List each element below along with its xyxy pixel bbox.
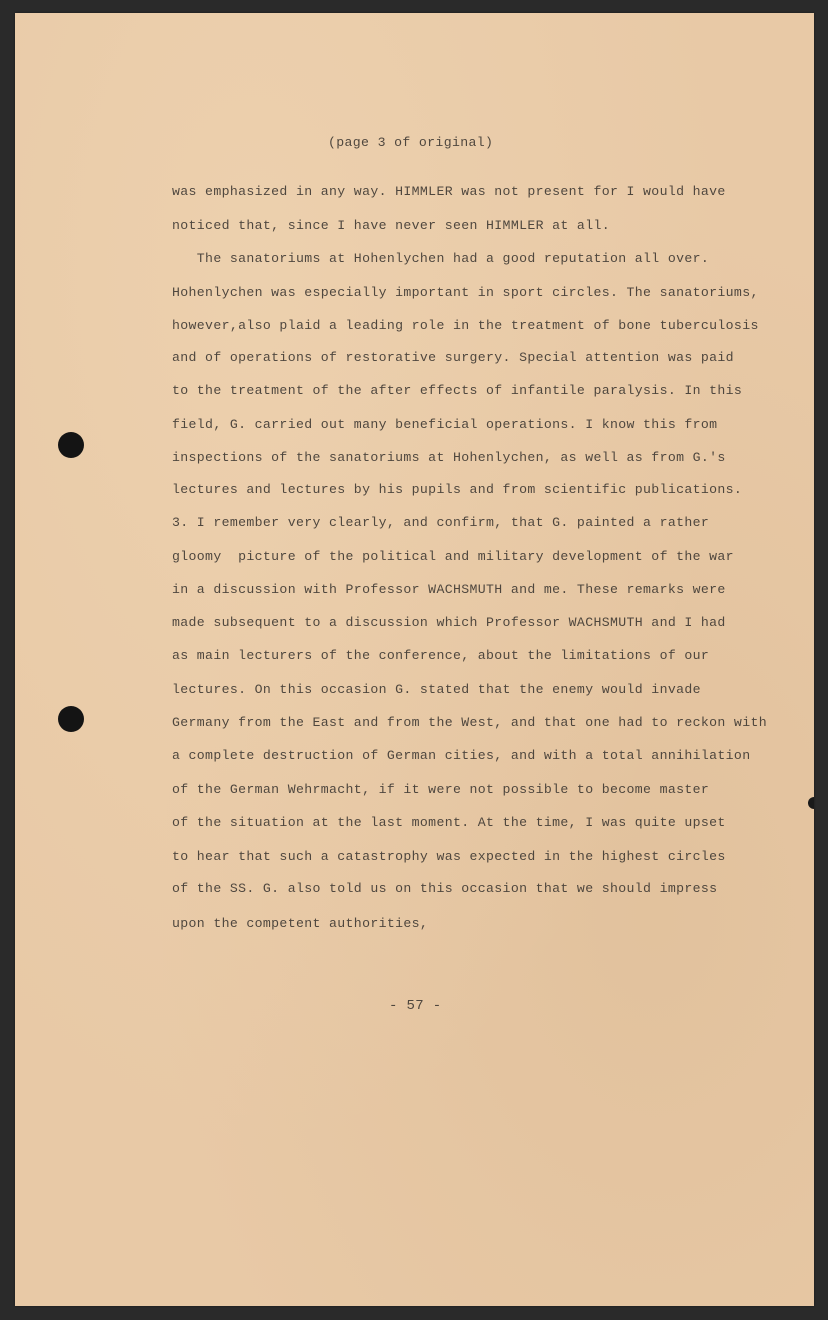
text-line: lectures. On this occasion G. stated that the enemy would invade	[172, 682, 701, 697]
punch-hole-top	[58, 432, 84, 458]
text-line: in a discussion with Professor WACHSMUTH and me. These remarks were	[172, 582, 726, 597]
edge-mark	[808, 797, 814, 809]
text-line: The sanatoriums at Hohenlychen had a good reputation all over.	[172, 251, 710, 266]
text-line: of the German Wehrmacht, if it were not possible to become master	[172, 782, 710, 797]
text-line: noticed that, since I have never seen HIMMLER at all.	[172, 218, 610, 233]
text-line: of the SS. G. also told us on this occasion that we should impress	[172, 881, 718, 896]
text-line: and of operations of restorative surgery. Special attention was paid	[172, 350, 734, 365]
page-number: - 57 -	[389, 998, 442, 1014]
text-line: Germany from the East and from the West, and that one had to reckon with	[172, 715, 767, 730]
text-line: to hear that such a catastrophy was expected in the highest circles	[172, 849, 726, 864]
text-line: however,also plaid a leading role in the treatment of bone tuberculosis	[172, 318, 759, 333]
punch-hole-bottom	[58, 706, 84, 732]
text-line: was emphasized in any way. HIMMLER was not present for I would have	[172, 184, 726, 199]
text-line: 3. I remember very clearly, and confirm, that G. painted a rather	[172, 515, 710, 530]
text-line: to the treatment of the after effects of infantile paralysis. In this	[172, 383, 743, 398]
text-line: inspections of the sanatoriums at Hohenlychen, as well as from G.'s	[172, 450, 726, 465]
text-line: as main lecturers of the conference, about the limitations of our	[172, 648, 710, 663]
text-line: of the situation at the last moment. At the time, I was quite upset	[172, 815, 726, 830]
text-line: gloomy picture of the political and military development of the war	[172, 549, 734, 564]
text-line: a complete destruction of German cities, and with a total annihilation	[172, 748, 751, 763]
text-line: upon the competent authorities,	[172, 916, 429, 931]
text-line: field, G. carried out many beneficial operations. I know this from	[172, 417, 718, 432]
page-header: (page 3 of original)	[328, 135, 494, 150]
text-line: made subsequent to a discussion which Professor WACHSMUTH and I had	[172, 615, 726, 630]
text-line: lectures and lectures by his pupils and from scientific publications.	[172, 482, 743, 497]
text-line: Hohenlychen was especially important in sport circles. The sanatoriums,	[172, 285, 759, 300]
